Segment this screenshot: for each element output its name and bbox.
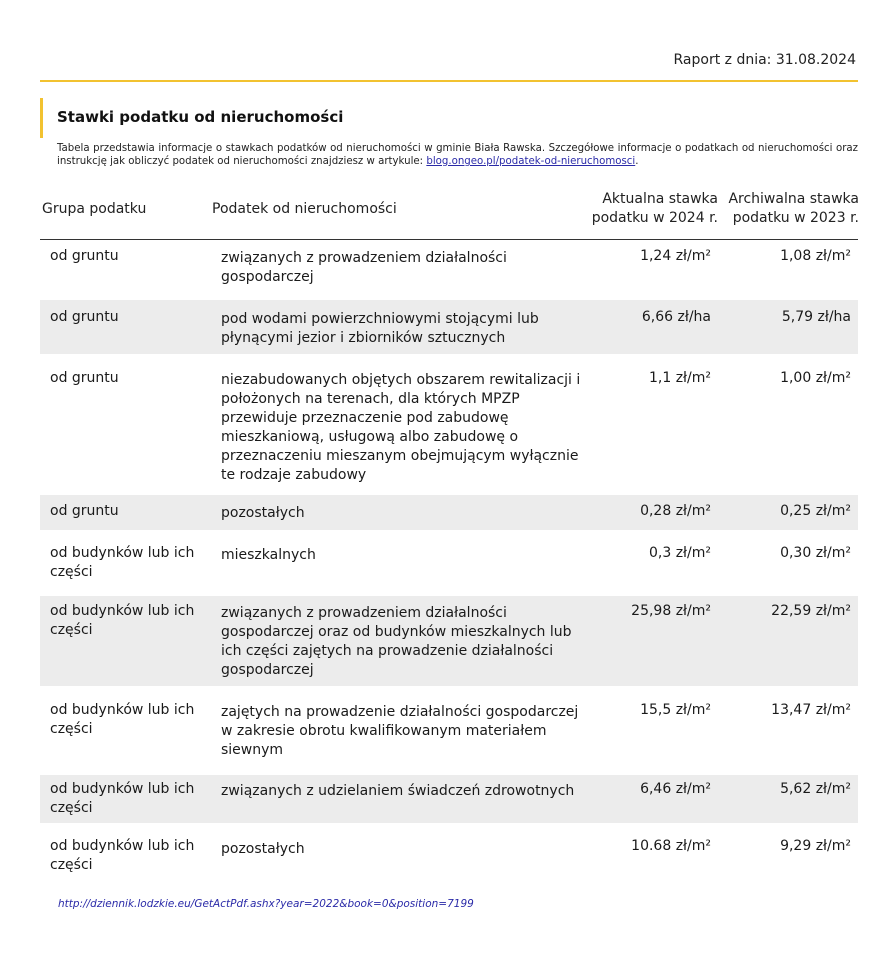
row-archive-rate: 5,62 zł/m² [780,781,851,797]
table-row [40,241,858,296]
header-archive-rate: Archiwalna stawka podatku w 2023 r. [728,191,859,226]
table-row [40,830,858,882]
row-archive-rate: 1,08 zł/m² [780,248,851,264]
row-current-rate: 1,24 zł/m² [640,248,711,264]
source-link[interactable]: http://dziennik.lodzkie.eu/GetActPdf.ashx?year=2022&book=0&position=7199 [58,898,474,910]
row-tax: pozostałych [221,505,305,521]
row-archive-rate: 5,79 zł/ha [781,309,851,325]
table-row [40,300,858,354]
table-row [40,596,858,686]
row-tax: pozostałych [221,841,305,857]
row-tax: związanych z udzielaniem świadczeń zdrowotnych [221,783,575,799]
row-group: od gruntu [50,309,119,325]
table-row [40,693,858,771]
row-tax: związanych z prowadzeniem działalności gospodarczej oraz od budynków mieszkalnych lub ich części zajętych na prowadzenie działalności gospodarczej [221,605,572,678]
report-date: Raport z dnia: 31.08.2024 [673,52,856,68]
row-tax: mieszkalnych [221,547,316,563]
intro-paragraph [57,142,858,168]
row-group: od budynków lub ich części [50,838,195,873]
intro-text: Tabela przedstawia informacje o stawkach podatków od nieruchomości w gminie Biała Rawska. Szczegółowe informacje o podatkach od nieruchomości oraz instrukcję jak obliczyć podatek od nieruchomości znajdziesz w artykule: [57,143,858,167]
row-group: od gruntu [50,248,119,264]
row-current-rate: 25,98 zł/m² [631,603,711,619]
row-current-rate: 6,46 zł/m² [640,781,711,797]
header-divider [40,80,858,82]
row-tax: pod wodami powierzchniowymi stojącymi lub płynącymi jezior i zbiorników sztucznych [221,311,539,346]
row-current-rate: 0,28 zł/m² [640,503,711,519]
header-tax: Podatek od nieruchomości [212,201,397,217]
table-row [40,495,858,530]
table-row [40,361,858,492]
row-current-rate: 15,5 zł/m² [640,702,711,718]
article-link[interactable]: blog.ongeo.pl/podatek-od-nieruchomosci [426,156,636,167]
table-row [40,536,858,592]
row-group: od gruntu [50,503,119,519]
intro-trailing: . [635,156,639,167]
row-tax: zajętych na prowadzenie działalności gospodarczej w zakresie obrotu kwalifikowanym materiałem siewnym [221,704,579,758]
row-archive-rate: 9,29 zł/m² [780,838,851,854]
title-accent-bar [40,98,43,138]
row-group: od budynków lub ich części [50,603,195,638]
row-current-rate: 0,3 zł/m² [648,545,711,561]
row-current-rate: 1,1 zł/m² [648,370,711,386]
row-archive-rate: 1,00 zł/m² [780,370,851,386]
table-header-divider [40,239,858,240]
row-archive-rate: 0,30 zł/m² [780,545,851,561]
row-archive-rate: 13,47 zł/m² [771,702,851,718]
header-current-rate: Aktualna stawka podatku w 2024 r. [591,191,718,226]
page-title: Stawki podatku od nieruchomości [57,108,344,126]
row-archive-rate: 0,25 zł/m² [780,503,851,519]
row-current-rate: 10.68 zł/m² [631,838,711,854]
row-tax: związanych z prowadzeniem działalności gospodarczej [221,250,507,285]
row-archive-rate: 22,59 zł/m² [771,603,851,619]
row-group: od gruntu [50,370,119,386]
row-tax: niezabudowanych objętych obszarem rewitalizacji i położonych na terenach, dla których MPZP przewiduje przeznaczenie pod zabudowę mieszkaniową, usługową albo zabudowę o przeznaczeniu mieszanym obejmującym wyłącznie te rodzaje zabudowy [221,372,581,483]
table-row [40,775,858,823]
row-group: od budynków lub ich części [50,545,195,580]
row-current-rate: 6,66 zł/ha [641,309,711,325]
header-group: Grupa podatku [42,201,147,217]
row-group: od budynków lub ich części [50,702,195,737]
row-group: od budynków lub ich części [50,781,195,816]
